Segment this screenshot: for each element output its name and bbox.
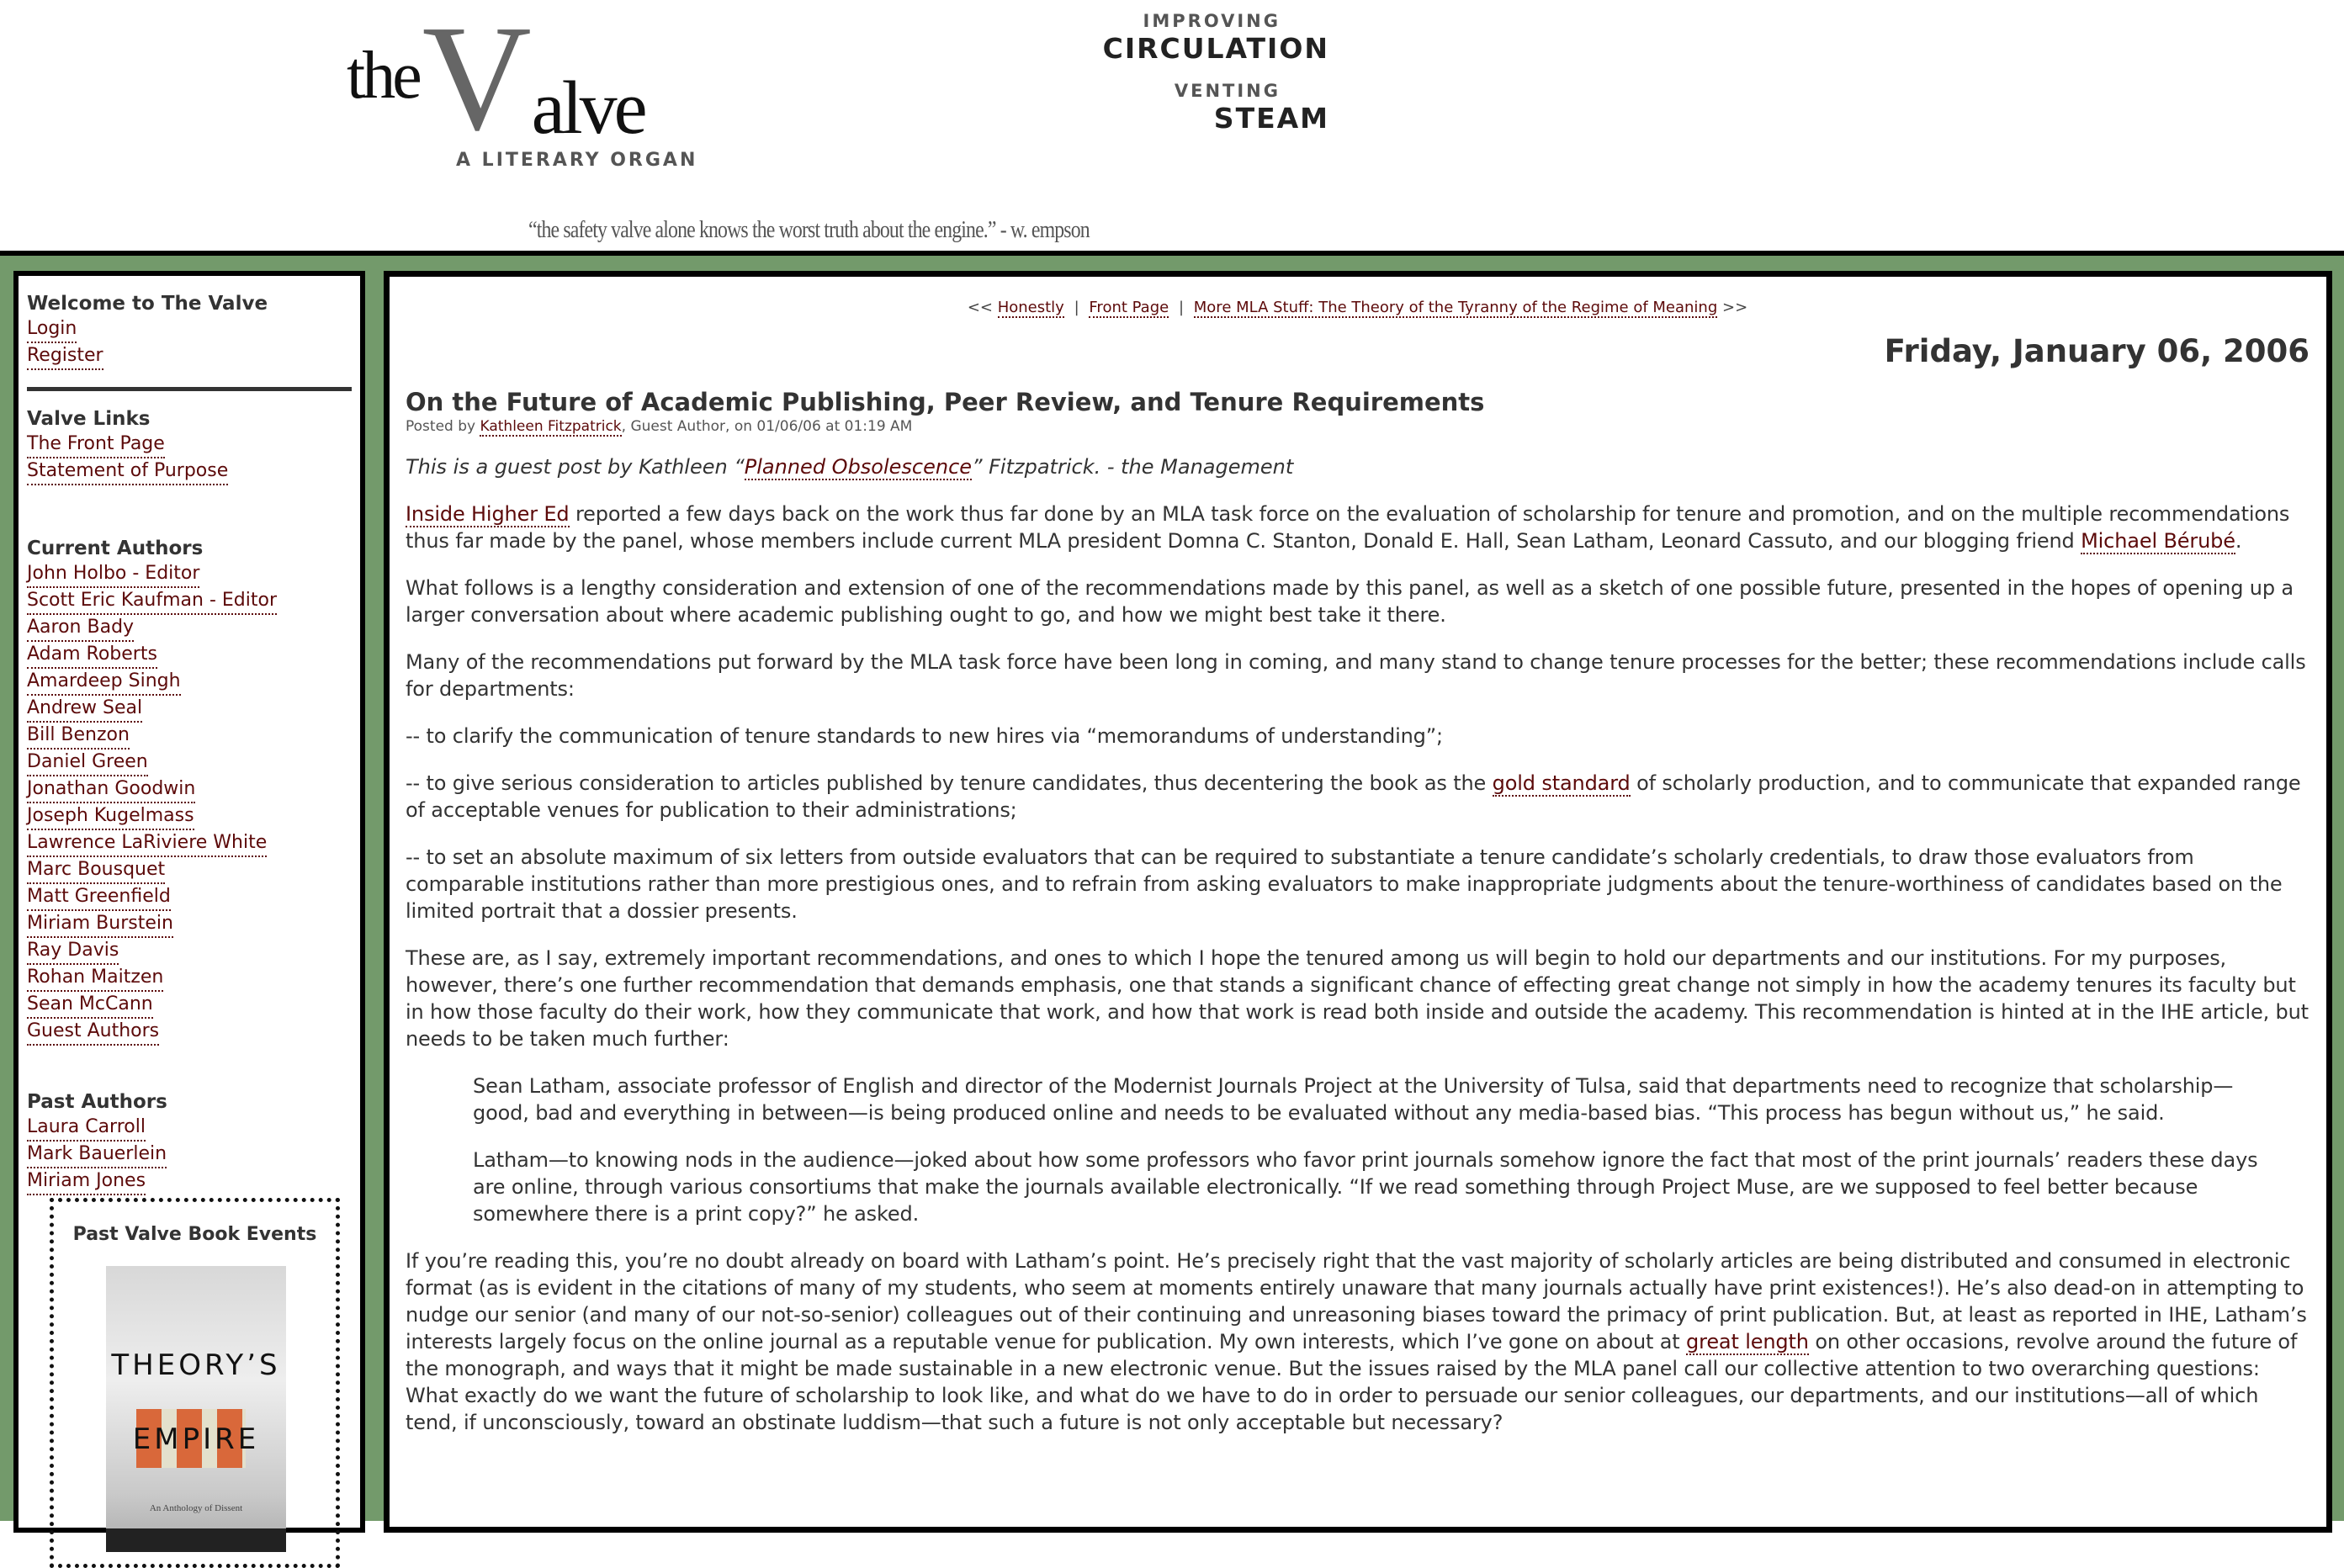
inline-link[interactable]: Inside Higher Ed [406,502,570,526]
logo-alve: alve [531,66,644,150]
inline-link[interactable]: Kathleen Fitzpatrick [480,418,622,435]
sidebar-divider [27,387,352,391]
author-link[interactable]: Bill Benzon [27,723,130,750]
author-link[interactable]: Adam Roberts [27,642,157,669]
paragraph [406,945,2310,1052]
cover-subtitle: An Anthology of Dissent [149,1503,243,1513]
author-link[interactable]: Miriam Jones [27,1168,146,1195]
current-authors-section [27,538,352,1046]
paragraph [406,575,2310,628]
sidebar [13,271,365,1533]
text-run: -- to set an absolute maximum of six letters from outside evaluators that can be required to substantiate a tenure candidate’s scholarly credentials, to draw those evaluators from comparable institutions rather than more prestigious ones, and to refrain from asking evaluators to make inappropriate judgments about the tenure-worthiness of candidates based on the limited portrait that a dossier presents. [406,845,2283,923]
text-run: What follows is a lengthy consideration and extension of one of the recommendations made by this panel, as well as a sketch of one possible future, presented in the hopes of opening up a larger conversation about where academic publishing ought to go, and how we might best take it there. [406,576,2294,627]
past-authors-section [27,1091,352,1195]
register-link[interactable]: Register [27,343,103,370]
text-run: ” Fitzpatrick. - the Management [972,455,1294,479]
logo-tagline: A LITERARY ORGAN [456,150,698,171]
welcome-heading: Welcome to The Valve [27,293,268,315]
post-body [406,501,2310,1436]
post-byline [406,418,2310,435]
text-run: Many of the recommendations put forward by the MLA task force have been long in coming, and many stand to change tenure processes for the better; these recommendations include calls for departments: [406,650,2306,701]
author-link[interactable]: Mark Bauerlein [27,1142,167,1168]
statement-of-purpose-link[interactable]: Statement of Purpose [27,458,228,485]
slogan-big: CIRCULATION [1102,32,1329,65]
prev-post-link[interactable]: Honestly [997,299,1064,316]
author-link[interactable]: Amardeep Singh [27,669,181,696]
cover-title-line2: EMPIRE [132,1422,260,1456]
slogan-small: IMPROVING [1143,11,1281,31]
paragraph [406,844,2310,924]
text-run: These are, as I say, extremely important recommendations, and ones to which I hope the tenured among us will begin to hold our departments and our institutions. For my purposes, however, there’s one further recommendation that demands emphasis, one that stands a significant chance of effecting great change not simply in how the academy tenures its faculty but in how those faculty do their work, how they communicate that work, and how that work is read both inside and outside the academy. This recommendation is hinted at in the IHE article, but needs to be taken much further: [406,946,2309,1051]
text-run: , Guest Author, on 01/06/06 at 01:19 AM [621,418,913,435]
paragraph [406,501,2310,554]
text-run: . [2235,529,2242,553]
author-link[interactable]: Marc Bousquet [27,857,165,884]
author-link[interactable]: Joseph Kugelmass [27,803,194,830]
book-events-box [50,1198,340,1568]
blockquote [473,1073,2259,1126]
current-authors-heading: Current Authors [27,538,204,559]
nav-separator: | [1074,299,1079,316]
inline-link[interactable]: Michael Bérubé [2081,529,2235,553]
welcome-section [27,293,352,370]
post-navigation [406,299,2310,316]
next-arrow: >> [1722,299,1748,316]
inline-link[interactable]: Planned Obsolescence [744,455,973,479]
past-authors-heading: Past Authors [27,1091,167,1113]
post-intro [406,453,2310,480]
author-link[interactable]: Ray Davis [27,938,119,965]
inline-link[interactable]: gold standard [1492,771,1631,795]
text-run: Sean Latham, associate professor of English and director of the Modernist Journals Project at the University of Tulsa, said that departments need to recognize that scholarship—good, bad and everything in between—is being produced online and needs to be evaluated without any media-based bias. “This process has begun without us,” he said. [473,1074,2234,1125]
author-link[interactable]: Jonathan Goodwin [27,776,195,803]
text-run: Posted by [406,418,480,435]
cover-title-line1: THEORY’S [111,1348,281,1382]
front-page-nav-link[interactable]: Front Page [1089,299,1169,316]
main-content [384,271,2332,1533]
text-run: This is a guest post by Kathleen “ [406,455,745,479]
author-link[interactable]: Guest Authors [27,1019,159,1046]
text-run: on other occasions, revolve around the future of the monograph, and ways that it might be made sustainable in a new electronic venue. But the issues raised by the MLA panel call our collective attention to two overarching questions: What exactly do we want the future of scholarship to look like, and what do we have to do in order to persuade our senior colleagues, our departments, and our institutions—all of which tend, if unconsciously, toward an obstinate luddism—that such a future is not only acceptable but necessary? [406,1330,2298,1434]
author-link[interactable]: Miriam Burstein [27,911,173,938]
slogan-big: STEAM [1213,102,1329,135]
author-link[interactable]: Aaron Bady [27,615,134,642]
cover-footer [106,1528,286,1552]
valve-links-section [27,408,352,485]
paragraph [406,1248,2310,1436]
paragraph [406,723,2310,750]
post-date: Friday, January 06, 2006 [1884,333,2310,369]
author-link[interactable]: Scott Eric Kaufman - Editor [27,588,277,615]
author-link[interactable]: Daniel Green [27,750,148,776]
author-link[interactable]: Sean McCann [27,992,153,1019]
next-post-link[interactable]: More MLA Stuff: The Theory of the Tyranny of the Regime of Meaning [1193,299,1718,316]
prev-arrow: << [967,299,993,316]
author-link[interactable]: Laura Carroll [27,1115,146,1142]
slogan-circulation [1077,10,1329,66]
empson-quote: “the safety valve alone knows the worst truth about the engine.” - w. empson [528,217,1090,243]
slogan-small: VENTING [1174,81,1281,101]
site-logo[interactable] [347,0,644,162]
nav-separator: | [1178,299,1185,316]
logo-the: the [347,39,419,113]
paragraph [406,649,2310,702]
post-title: On the Future of Academic Publishing, Peer Review, and Tenure Requirements [406,388,1485,416]
login-link[interactable]: Login [27,316,77,343]
slogan-steam [1077,80,1329,135]
text-run: Latham—to knowing nods in the audience—joked about how some professors who favor print journals somehow ignore the fact that most of the print journals’ readers these days are online, through various consortiums that make the journals available electronically. “If we read something through Project Muse, are we supposed to feel better because somewhere there is a print copy?” he asked. [473,1148,2258,1226]
author-link[interactable]: Matt Greenfield [27,884,171,911]
text-run: -- to give serious consideration to articles published by tenure candidates, thus decentering the book as the [406,771,1493,795]
author-link[interactable]: Rohan Maitzen [27,965,163,992]
theorys-empire-cover-image[interactable] [106,1266,286,1552]
valve-links-heading: Valve Links [27,408,151,430]
text-run: If you’re reading this, you’re no doubt already on board with Latham’s point. He’s precisely right that the vast majority of scholarly articles are being distributed and consumed in electronic format (as is evident in the citations of many of my students, who seem at moments entirely unaware that many journals actually have print existences!). He’s also dead-on in attempting to nudge our senior (and many of our not-so-senior) colleagues out of their continuing and unreasoning biases toward the primacy of print publication. But, at least as reported in IHE, Latham’s interests largely focus on the online journal as a reputable venue for publication. My own interests, which I’ve gone on about at [406,1249,2307,1353]
author-link[interactable]: John Holbo - Editor [27,561,199,588]
text-run: reported a few days back on the work thus far done by an MLA task force on the evaluation of scholarship for tenure and promotion, and on the multiple recommendations thus far made by the panel, whose members include current MLA president Domna C. Stanton, Donald E. Hall, Sean Latham, Leonard Cassuto, and our blogging friend [406,502,2290,553]
text-run: -- to clarify the communication of tenure standards to new hires via “memorandums of understanding”; [406,724,1443,748]
site-header [0,0,2344,251]
blockquote [473,1147,2259,1227]
author-link[interactable]: Lawrence LaRiviere White [27,830,267,857]
book-events-heading: Past Valve Book Events [72,1224,317,1245]
author-link[interactable]: Andrew Seal [27,696,142,723]
front-page-link[interactable]: The Front Page [27,432,165,458]
inline-link[interactable]: great length [1686,1330,1809,1353]
text-run: of scholarly production, and to communicate that expanded range of acceptable venues for publication to their administrations; [406,771,2301,822]
paragraph [406,770,2310,824]
logo-v: V [422,0,532,162]
